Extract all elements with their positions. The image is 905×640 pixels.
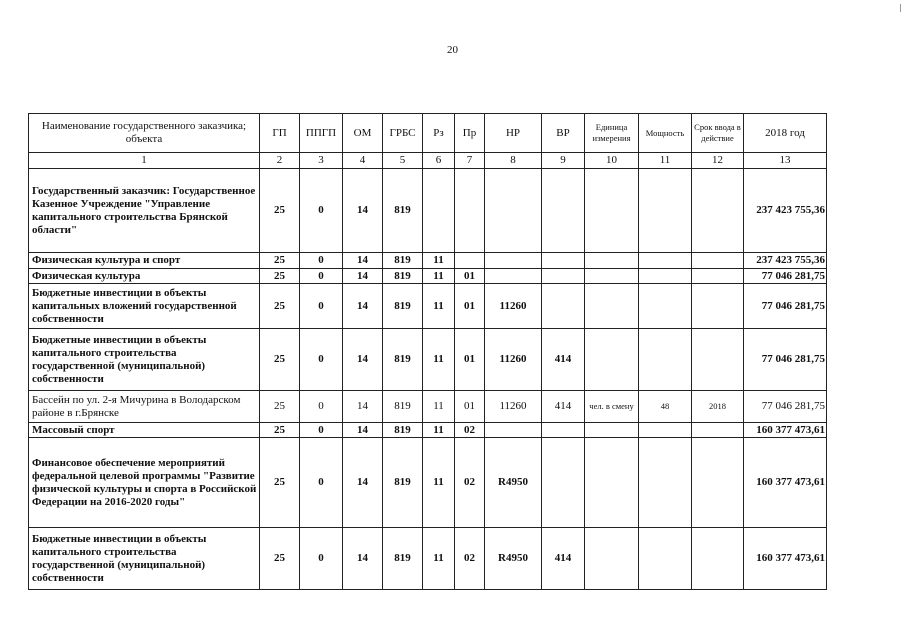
cell-pr: 01 — [455, 329, 485, 391]
header-term: Срок ввода в действие — [692, 114, 744, 153]
cell-rz: 11 — [423, 528, 455, 590]
cell-pr: 02 — [455, 423, 485, 438]
cell-gp: 25 — [260, 284, 300, 329]
cell-unit — [585, 253, 639, 269]
cell-gp: 25 — [260, 528, 300, 590]
cell-grbs: 819 — [383, 391, 423, 423]
cell-vr: 414 — [542, 391, 585, 423]
cell-term — [692, 329, 744, 391]
cell-term — [692, 253, 744, 269]
table-row — [29, 391, 827, 423]
cell-unit — [585, 269, 639, 284]
cell-ppgp: 0 — [300, 438, 343, 528]
header-gp: ГП — [260, 114, 300, 153]
column-number: 6 — [423, 153, 455, 169]
cell-term: 2018 — [692, 391, 744, 423]
column-number-row — [29, 153, 827, 169]
cell-name: Бюджетные инвестиции в объекты капитального строительства государственной (муниципальной) собственности — [29, 528, 260, 590]
cell-vr — [542, 438, 585, 528]
cell-rz: 11 — [423, 253, 455, 269]
header-nr: НР — [485, 114, 542, 153]
cell-pr — [455, 253, 485, 269]
cell-unit — [585, 169, 639, 253]
cell-name: Бюджетные инвестиции в объекты капитального строительства государственной (муниципальной) собственности — [29, 329, 260, 391]
cell-capacity — [639, 528, 692, 590]
cell-vr — [542, 423, 585, 438]
cell-ppgp: 0 — [300, 169, 343, 253]
cell-capacity — [639, 423, 692, 438]
cell-rz: 11 — [423, 391, 455, 423]
cell-nr — [485, 423, 542, 438]
header-om: ОМ — [343, 114, 383, 153]
cell-amount: 160 377 473,61 — [744, 423, 827, 438]
cell-rz — [423, 169, 455, 253]
cell-term — [692, 423, 744, 438]
column-number: 2 — [260, 153, 300, 169]
column-number: 9 — [542, 153, 585, 169]
column-number: 12 — [692, 153, 744, 169]
column-number: 5 — [383, 153, 423, 169]
column-number: 11 — [639, 153, 692, 169]
cell-ppgp: 0 — [300, 269, 343, 284]
cell-ppgp: 0 — [300, 329, 343, 391]
cell-gp: 25 — [260, 169, 300, 253]
cell-rz: 11 — [423, 438, 455, 528]
cell-om: 14 — [343, 438, 383, 528]
cell-nr: R4950 — [485, 438, 542, 528]
cell-rz: 11 — [423, 329, 455, 391]
table-row — [29, 329, 827, 391]
cell-gp: 25 — [260, 329, 300, 391]
cell-pr — [455, 169, 485, 253]
cell-name: Массовый спорт — [29, 423, 260, 438]
header-row — [29, 114, 827, 153]
cell-capacity — [639, 438, 692, 528]
cell-vr: 414 — [542, 528, 585, 590]
header-pr: Пр — [455, 114, 485, 153]
header-rz: Рз — [423, 114, 455, 153]
cell-amount: 237 423 755,36 — [744, 253, 827, 269]
column-number: 8 — [485, 153, 542, 169]
cell-ppgp: 0 — [300, 253, 343, 269]
cell-ppgp: 0 — [300, 284, 343, 329]
header-grbs: ГРБС — [383, 114, 423, 153]
cell-om: 14 — [343, 329, 383, 391]
header-name: Наименование государственного заказчика; объекта — [29, 114, 260, 153]
cell-om: 14 — [343, 423, 383, 438]
cell-name: Бассейн по ул. 2-я Мичурина в Володарском районе в г.Брянске — [29, 391, 260, 423]
cell-vr — [542, 169, 585, 253]
cell-capacity — [639, 269, 692, 284]
cell-unit — [585, 329, 639, 391]
cell-gp: 25 — [260, 438, 300, 528]
cell-term — [692, 438, 744, 528]
table-row — [29, 528, 827, 590]
cell-capacity — [639, 253, 692, 269]
cell-nr: 11260 — [485, 329, 542, 391]
cell-pr: 01 — [455, 391, 485, 423]
budget-table — [28, 113, 827, 590]
cell-vr — [542, 253, 585, 269]
cell-rz: 11 — [423, 423, 455, 438]
column-number: 4 — [343, 153, 383, 169]
cell-grbs: 819 — [383, 329, 423, 391]
table-body — [29, 169, 827, 590]
cell-gp: 25 — [260, 391, 300, 423]
cell-term — [692, 269, 744, 284]
table-row — [29, 169, 827, 253]
cell-grbs: 819 — [383, 269, 423, 284]
column-number: 13 — [744, 153, 827, 169]
column-number: 7 — [455, 153, 485, 169]
cell-amount: 237 423 755,36 — [744, 169, 827, 253]
cell-amount: 77 046 281,75 — [744, 391, 827, 423]
column-number: 1 — [29, 153, 260, 169]
cell-capacity — [639, 284, 692, 329]
header-year: 2018 год — [744, 114, 827, 153]
column-number: 3 — [300, 153, 343, 169]
cell-om: 14 — [343, 284, 383, 329]
corner-mark — [900, 4, 901, 12]
cell-gp: 25 — [260, 253, 300, 269]
cell-name: Финансовое обеспечение мероприятий федеральной целевой программы "Развитие физической культуры и спорта в Российской Федерации на 2016-2020 годы" — [29, 438, 260, 528]
cell-term — [692, 169, 744, 253]
cell-amount: 77 046 281,75 — [744, 284, 827, 329]
header-unit: Единица измерения — [585, 114, 639, 153]
cell-pr: 02 — [455, 528, 485, 590]
cell-vr — [542, 269, 585, 284]
cell-capacity — [639, 169, 692, 253]
cell-gp: 25 — [260, 423, 300, 438]
cell-name: Физическая культура и спорт — [29, 253, 260, 269]
cell-om: 14 — [343, 528, 383, 590]
cell-amount: 77 046 281,75 — [744, 269, 827, 284]
table-row — [29, 423, 827, 438]
cell-amount: 160 377 473,61 — [744, 528, 827, 590]
cell-unit — [585, 438, 639, 528]
cell-unit: чел. в смену — [585, 391, 639, 423]
cell-grbs: 819 — [383, 253, 423, 269]
cell-om: 14 — [343, 269, 383, 284]
cell-grbs: 819 — [383, 423, 423, 438]
cell-unit — [585, 423, 639, 438]
cell-grbs: 819 — [383, 528, 423, 590]
column-number: 10 — [585, 153, 639, 169]
cell-name: Физическая культура — [29, 269, 260, 284]
cell-rz: 11 — [423, 269, 455, 284]
cell-unit — [585, 528, 639, 590]
cell-om: 14 — [343, 391, 383, 423]
cell-term — [692, 284, 744, 329]
cell-ppgp: 0 — [300, 423, 343, 438]
cell-pr: 01 — [455, 269, 485, 284]
cell-nr — [485, 253, 542, 269]
cell-ppgp: 0 — [300, 391, 343, 423]
table-row — [29, 438, 827, 528]
cell-grbs: 819 — [383, 438, 423, 528]
cell-om: 14 — [343, 253, 383, 269]
cell-pr: 01 — [455, 284, 485, 329]
cell-unit — [585, 284, 639, 329]
header-ppgp: ППГП — [300, 114, 343, 153]
cell-name: Государственный заказчик: Государственное Казенное Учреждение "Управление капитального строительства Брянской области" — [29, 169, 260, 253]
cell-vr — [542, 284, 585, 329]
cell-om: 14 — [343, 169, 383, 253]
cell-term — [692, 528, 744, 590]
header-capacity: Мощность — [639, 114, 692, 153]
cell-amount: 77 046 281,75 — [744, 329, 827, 391]
cell-grbs: 819 — [383, 169, 423, 253]
table-row — [29, 253, 827, 269]
cell-nr — [485, 269, 542, 284]
cell-capacity: 48 — [639, 391, 692, 423]
cell-amount: 160 377 473,61 — [744, 438, 827, 528]
cell-nr: 11260 — [485, 391, 542, 423]
table-row — [29, 284, 827, 329]
cell-vr: 414 — [542, 329, 585, 391]
cell-ppgp: 0 — [300, 528, 343, 590]
page-number: 20 — [447, 44, 458, 56]
cell-capacity — [639, 329, 692, 391]
header-vr: ВР — [542, 114, 585, 153]
cell-nr — [485, 169, 542, 253]
table-row — [29, 269, 827, 284]
cell-nr: 11260 — [485, 284, 542, 329]
cell-gp: 25 — [260, 269, 300, 284]
cell-name: Бюджетные инвестиции в объекты капитальных вложений государственной собственности — [29, 284, 260, 329]
cell-nr: R4950 — [485, 528, 542, 590]
cell-rz: 11 — [423, 284, 455, 329]
cell-grbs: 819 — [383, 284, 423, 329]
cell-pr: 02 — [455, 438, 485, 528]
